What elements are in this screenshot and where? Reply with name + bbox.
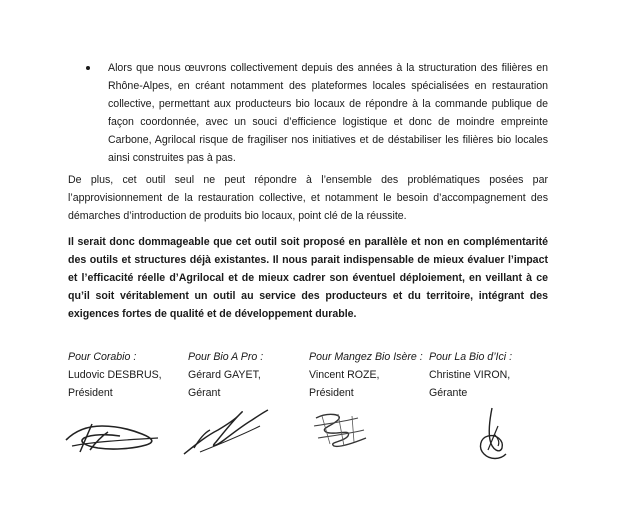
signature-roze-image: [308, 408, 372, 450]
signatory-role: Président: [309, 387, 354, 399]
signatory-org: Pour Mangez Bio Isère :: [309, 351, 423, 363]
signatory-role: Gérante: [429, 387, 468, 399]
signatory-mangez-bio-isere: [309, 348, 424, 402]
signatory-org: Pour Bio A Pro :: [188, 351, 264, 363]
signatory-role: Gérant: [188, 387, 221, 399]
paragraph-conclusion-bold: Il serait donc dommageable que cet outil soit proposé en parallèle et non en complémentarité des outils et structures déjà existantes. Il nous parait indispensable de mieux évaluer l’impact et l’efficacité réelle d’Agrilocal et de mieux cadrer son éventuel déploiement, en veillant à ce qu’il soit véritablement un outil au service des producteurs et du territoire, intégrant des exigences fortes de qualité et de développement durable.: [68, 236, 548, 320]
signatory-name: Gérard GAYET,: [188, 369, 261, 381]
bullet-item: [86, 59, 548, 167]
paragraph-approvisionnement: De plus, cet outil seul ne peut répondre à l’ensemble des problématiques posées par l’approvisionnement de la restauration collective, et notamment le besoin d’accompagnement des démarches d’introduction de produits bio locaux, point clé de la réussite.: [68, 174, 548, 222]
signatory-role: Président: [68, 387, 113, 399]
signature-gayet-image: [180, 402, 270, 460]
signatory-name: Ludovic DESBRUS,: [68, 369, 162, 381]
signatory-la-bio-dici: [429, 348, 544, 402]
signatory-corabio: [68, 348, 183, 402]
signature-viron-image: [470, 404, 512, 464]
bullet-text: Alors que nous œuvrons collectivement depuis des années à la structuration des filières en Rhône-Alpes, en créant notamment des plateformes locales spécialisées en restauration collective, permettant aux producteurs bio locaux de répondre à la commande publique de façon coordonnée, avec un souci d’efficience logistique et donc de moindre empreinte Carbone, Agrilocal risque de fragiliser nos initiatives et de déstabiliser les filières bio locales ainsi construites pas à pas.: [108, 62, 548, 164]
signatory-org: Pour La Bio d’Ici :: [429, 351, 513, 363]
signature-desbrus-image: [62, 412, 162, 456]
signatory-bio-a-pro: [188, 348, 303, 402]
signatory-name: Christine VIRON,: [429, 369, 511, 381]
signatory-name: Vincent ROZE,: [309, 369, 380, 381]
signatory-org: Pour Corabio :: [68, 351, 137, 363]
bullet-dot-icon: [86, 66, 90, 70]
